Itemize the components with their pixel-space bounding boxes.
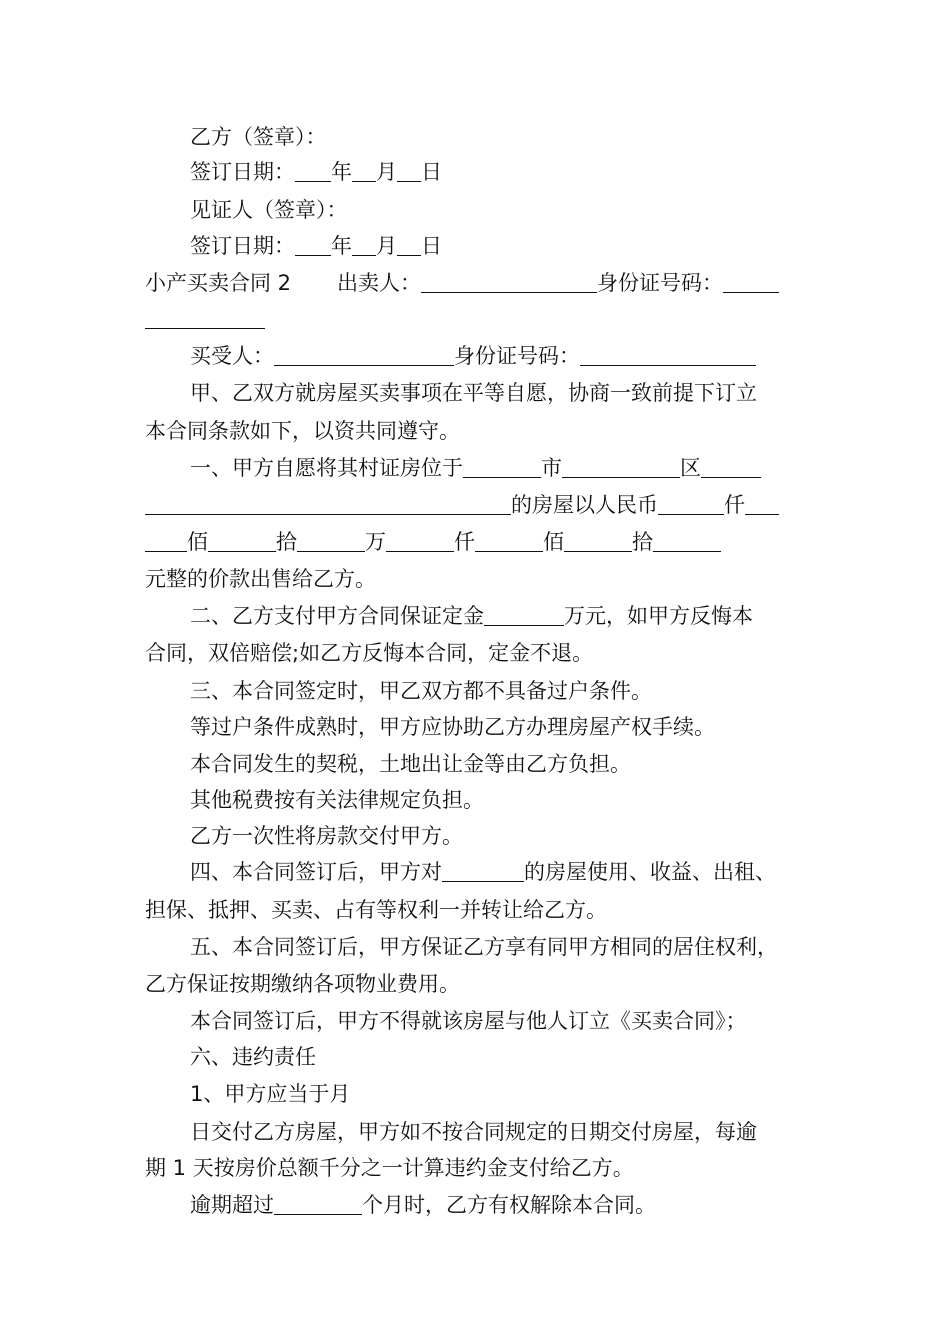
blank-year[interactable] [295, 159, 331, 182]
blank-seller-name[interactable] [421, 270, 597, 293]
blank-amount[interactable] [653, 529, 721, 552]
blank-month[interactable] [352, 233, 376, 256]
blank-seller-id[interactable] [723, 270, 779, 293]
clause-3-line-1: 三、本合同签定时，甲乙双方都不具备过户条件。 [190, 679, 652, 703]
clause-3-line-4: 其他税费按有关法律规定负担。 [190, 788, 484, 812]
clause-1-line-3: 佰 拾 万 仟 佰 拾 [145, 527, 721, 557]
witness-date-line: 签订日期： 年 月 日 [190, 234, 442, 258]
contract-title-seller-line: 小产买卖合同 2 出卖人： 身份证号码： [145, 268, 779, 298]
blank-buyer-id[interactable] [580, 343, 756, 366]
blank-amount[interactable] [745, 492, 779, 515]
clause-6-item-1: 1、甲方应当于月 [190, 1082, 351, 1106]
blank-district[interactable] [562, 455, 680, 478]
clause-2-line-2: 合同，双倍赔偿;如乙方反悔本合同，定金不退。 [145, 641, 594, 665]
blank-city[interactable] [463, 455, 541, 478]
clause-1-line-2: 的房屋以人民币 仟 [145, 490, 779, 520]
blank-day[interactable] [397, 233, 421, 256]
blank-property[interactable] [442, 859, 524, 882]
blank-amount[interactable] [386, 529, 454, 552]
clause-6-item-1-line-2: 日交付乙方房屋，甲方如不按合同规定的日期交付房屋，每逾 [190, 1120, 757, 1144]
blank-amount[interactable] [297, 529, 365, 552]
clause-5-line-2: 乙方保证按期缴纳各项物业费用。 [145, 972, 460, 996]
witness-signature-line: 见证人（签章）： [190, 198, 348, 222]
clause-5-line-3: 本合同签订后，甲方不得就该房屋与他人订立《买卖合同》； [190, 1009, 747, 1033]
clause-5-line-1: 五、本合同签订后，甲方保证乙方享有同甲方相同的居住权利， [190, 935, 778, 959]
clause-1-line-4: 元整的价款出售给乙方。 [145, 567, 376, 591]
clause-1-line-1: 一、甲方自愿将其村证房位于 市 区 [190, 453, 761, 483]
paragraph-intro-cont: 本合同条款如下，以资共同遵守。 [145, 419, 460, 443]
blank-address-cont[interactable] [145, 492, 511, 515]
seller-id-continued [145, 304, 265, 334]
clause-3-line-2: 等过户条件成熟时，甲方应协助乙方办理房屋产权手续。 [190, 715, 715, 739]
clause-4-line-2: 担保、抵押、买卖、占有等权利一并转让给乙方。 [145, 898, 607, 922]
blank-buyer-name[interactable] [274, 343, 454, 366]
buyer-line: 买受人： 身份证号码： [190, 341, 756, 371]
paragraph-intro: 甲、乙双方就房屋买卖事项在平等自愿，协商一致前提下订立 [190, 381, 757, 405]
blank-seller-id-cont[interactable] [145, 306, 265, 329]
clause-4-line-1: 四、本合同签订后，甲方对 的房屋使用、收益、出租、 [190, 860, 776, 884]
clause-6-heading: 六、违约责任 [190, 1045, 316, 1069]
blank-amount[interactable] [208, 529, 276, 552]
blank-year[interactable] [295, 233, 331, 256]
blank-months[interactable] [274, 1192, 362, 1215]
clause-3-line-3: 本合同发生的契税，土地出让金等由乙方负担。 [190, 752, 631, 776]
clause-2-line-1: 二、乙方支付甲方合同保证定金 万元，如甲方反悔本 [190, 604, 753, 628]
blank-amount[interactable] [564, 529, 632, 552]
blank-address[interactable] [701, 455, 761, 478]
blank-deposit[interactable] [484, 603, 564, 626]
blank-amount[interactable] [475, 529, 543, 552]
blank-amount[interactable] [145, 529, 187, 552]
party-b-signature-line: 乙方（签章）： [190, 125, 327, 149]
blank-day[interactable] [397, 159, 421, 182]
blank-month[interactable] [352, 159, 376, 182]
clause-6-item-1-line-3: 期 1 天按房价总额千分之一计算违约金支付给乙方。 [145, 1156, 634, 1180]
clause-6-item-1-line-4: 逾期超过 个月时，乙方有权解除本合同。 [190, 1193, 656, 1217]
clause-3-line-5: 乙方一次性将房款交付甲方。 [190, 824, 463, 848]
contract-title: 小产买卖合同 2 [145, 271, 292, 295]
signing-date-line: 签订日期： 年 月 日 [190, 160, 442, 184]
blank-amount[interactable] [658, 492, 724, 515]
